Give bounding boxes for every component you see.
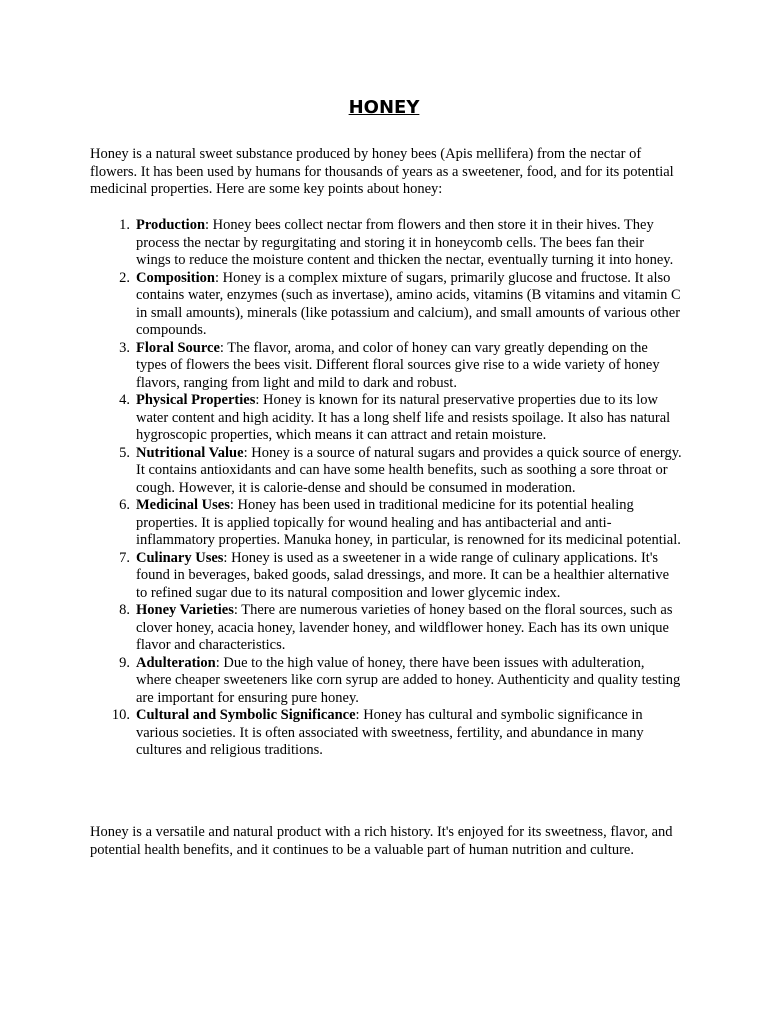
key-points-list <box>111 217 682 760</box>
list-heading: Nutritional Value <box>136 444 244 461</box>
list-number: 4. <box>119 392 130 408</box>
list-text: : Honey is known for its natural preservative properties due to its low water content and high acidity. It has a long shelf life and resists spoilage. It also has natural hygroscopic properties, which means it can attract and retain moisture. <box>136 392 671 443</box>
list-item <box>111 707 682 760</box>
list-number: 3. <box>119 339 130 356</box>
list-text: : The flavor, aroma, and color of honey can vary greatly depending on the types of flowers the bees visit. Different floral sources give rise to a wide variety of honey flavors, ranging from light and mild to dark and robust. <box>136 339 660 391</box>
list-heading: Physical Properties <box>136 392 256 408</box>
list-heading: Medicinal Uses <box>136 497 230 513</box>
list-number: 8. <box>119 602 130 618</box>
list-number: 5. <box>119 444 130 461</box>
list-number: 7. <box>119 549 130 566</box>
list-heading: Adulteration <box>136 654 216 671</box>
list-text: : Honey is a source of natural sugars and provides a quick source of energy. It contains antioxidants and can have some health benefits, such as soothing a sore throat or cough. However, it is calorie-dense and should be consumed in moderation. <box>136 444 682 496</box>
list-heading: Honey Varieties <box>136 602 234 618</box>
list-heading: Floral Source <box>136 339 220 356</box>
list-text: : Honey bees collect nectar from flowers and then store it in their hives. They process the nectar by regurgitating and storing it in honeycomb cells. The bees fan their wings to reduce the moisture content and thicken the nectar, eventually turning it into honey. <box>136 217 674 268</box>
list-item <box>119 602 682 655</box>
intro-paragraph: Honey is a natural sweet substance produced by honey bees (Apis mellifera) from the nectar of flowers. It has been used by humans for thousands of years as a sweetener, food, and for its potential medicinal properties. Here are some key points about honey: <box>90 146 674 197</box>
list-number: 2. <box>119 269 130 286</box>
list-text: : Honey is a complex mixture of sugars, primarily glucose and fructose. It also contains water, enzymes (such as invertase), amino acids, vitamins (B vitamins and vitamin C in small amounts), minerals (like potassium and calcium), and small amounts of various other compounds. <box>136 269 681 338</box>
list-text: : Due to the high value of honey, there have been issues with adulteration, where cheaper sweeteners like corn syrup are added to honey. Authenticity and quality testing are important for ensuring pure honey. <box>136 654 681 706</box>
list-number: 10. <box>111 707 130 723</box>
list-number: 6. <box>119 497 130 513</box>
list-heading: Cultural and Symbolic Significance <box>136 707 356 723</box>
list-heading: Culinary Uses <box>136 549 224 566</box>
document-title: HONEY <box>348 97 420 118</box>
list-heading: Composition <box>136 269 215 286</box>
list-item <box>119 269 682 340</box>
list-item <box>119 549 682 603</box>
conclusion-paragraph: Honey is a versatile and natural product with a rich history. It's enjoyed for its sweetness, flavor, and potential health benefits, and it continues to be a valuable part of human nutrition and culture. <box>90 824 673 858</box>
list-item <box>119 392 682 445</box>
list-text: : Honey has cultural and symbolic significance in various societies. It is often associated with sweetness, fertility, and abundance in many cultures and religious traditions. <box>136 707 644 758</box>
list-heading: Production <box>136 217 206 233</box>
list-item <box>119 444 682 498</box>
list-item <box>119 654 682 708</box>
list-number: 9. <box>119 654 130 671</box>
list-text: : Honey is used as a sweetener in a wide range of culinary applications. It's found in beverages, baked goods, salad dressings, and more. It can be a healthier alternative to refined sugar due to its natural composition and lower glycemic index. <box>136 549 670 601</box>
list-text: : Honey has been used in traditional medicine for its potential healing properties. It is applied topically for wound healing and has antibacterial and anti-inflammatory properties. Manuka honey, in particular, is renowned for its medicinal potential. <box>136 497 681 548</box>
list-item <box>119 217 682 270</box>
list-item <box>119 497 682 550</box>
list-number: 1. <box>119 217 130 233</box>
list-text: : There are numerous varieties of honey based on the floral sources, such as clover honey, acacia honey, lavender honey, and wildflower honey. Each has its own unique flavor and characteristics. <box>136 602 673 653</box>
list-item <box>119 339 682 393</box>
